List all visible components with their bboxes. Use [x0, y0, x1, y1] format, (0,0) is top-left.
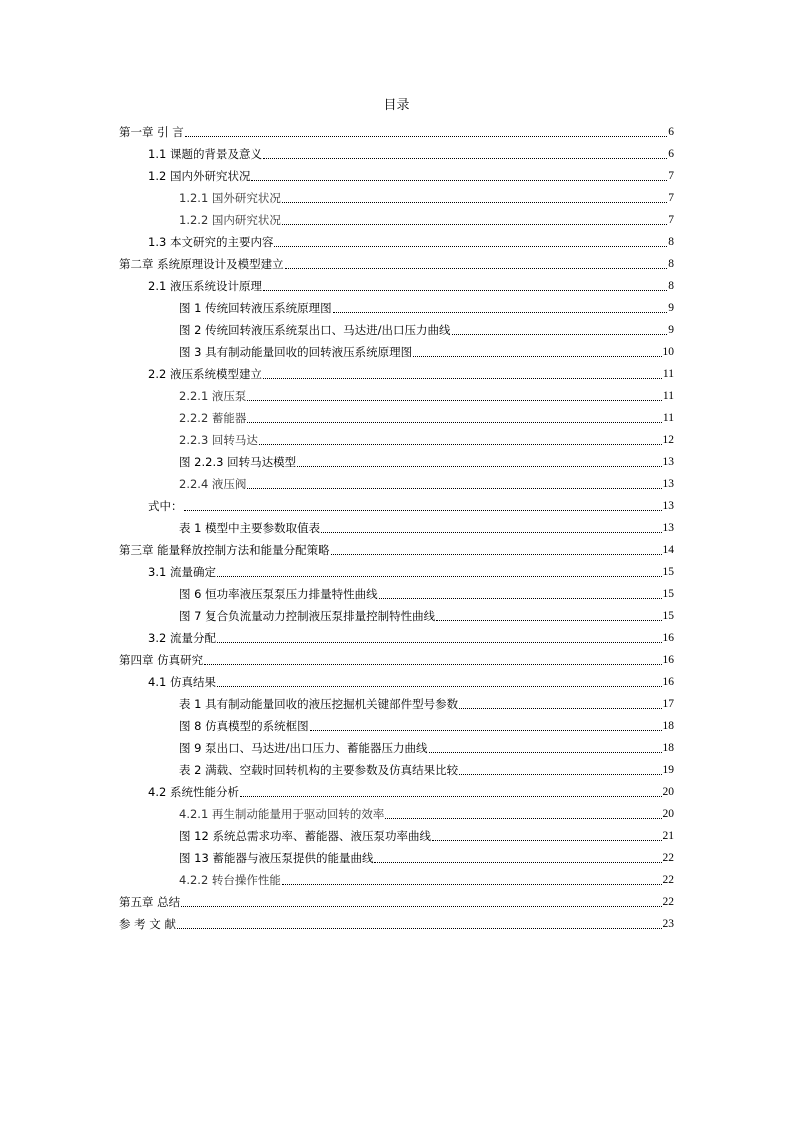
- toc-entry-label: 第五章 总结: [119, 895, 181, 909]
- dot-leader: [321, 532, 661, 533]
- toc-entry-label: 3.1 流量确定: [148, 565, 216, 579]
- toc-entry[interactable]: [119, 338, 674, 360]
- toc-entry[interactable]: [119, 426, 674, 448]
- toc-entry-label: 1.2 国内外研究状况: [148, 169, 251, 183]
- toc-entry-label: 2.2.1 液压泵: [179, 389, 247, 403]
- toc-entry[interactable]: [119, 910, 674, 932]
- toc-entry-page-number: 13: [662, 500, 674, 512]
- toc-entry-page-number: 20: [662, 786, 674, 798]
- toc-entry-page-number: 13: [662, 478, 674, 490]
- toc-entry-label: 1.1 课题的背景及意义: [148, 147, 262, 161]
- toc-entry[interactable]: [119, 514, 674, 536]
- dot-leader: [432, 840, 662, 841]
- toc-entry-label: 4.2.2 转台操作性能: [179, 873, 281, 887]
- dot-leader: [263, 378, 662, 379]
- toc-entry[interactable]: [119, 448, 674, 470]
- toc-entry-label: 第三章 能量释放控制方法和能量分配策略: [119, 543, 330, 557]
- toc-entry[interactable]: [119, 558, 674, 580]
- toc-entry-page-number: 17: [662, 698, 674, 710]
- toc-entry[interactable]: [119, 228, 674, 250]
- toc-entry[interactable]: [119, 162, 674, 184]
- dot-leader: [240, 796, 662, 797]
- toc-entry-page-number: 13: [662, 456, 674, 468]
- toc-entry[interactable]: [119, 140, 674, 162]
- dot-leader: [331, 554, 662, 555]
- toc-entry-page-number: 22: [662, 896, 674, 908]
- dot-leader: [247, 400, 662, 401]
- dot-leader: [285, 268, 668, 269]
- dot-leader: [274, 246, 667, 247]
- toc-entry-label: 图 2 传统回转液压系统泵出口、马达进/出口压力曲线: [179, 323, 451, 337]
- dot-leader: [297, 466, 661, 467]
- toc-entry[interactable]: [119, 184, 674, 206]
- toc-entry-label: 图 1 传统回转液压系统原理图: [179, 301, 332, 315]
- toc-entry-page-number: 22: [662, 874, 674, 886]
- toc-entry-label: 2.2.2 蓄能器: [179, 411, 247, 425]
- toc-entry-page-number: 19: [662, 764, 674, 776]
- toc-entry-page-number: 14: [662, 544, 674, 556]
- toc-entry-page-number: 8: [668, 280, 674, 292]
- toc-entry[interactable]: [119, 778, 674, 800]
- toc-entry[interactable]: [119, 668, 674, 690]
- toc-entry-page-number: 20: [662, 808, 674, 820]
- toc-entry-page-number: 8: [668, 258, 674, 270]
- toc-entry-page-number: 23: [662, 918, 674, 930]
- toc-entry-label: 2.2 液压系统模型建立: [148, 367, 262, 381]
- dot-leader: [374, 862, 661, 863]
- toc-entry-page-number: 6: [668, 148, 674, 160]
- toc-entry[interactable]: [119, 602, 674, 624]
- toc-entry[interactable]: [119, 866, 674, 888]
- toc-entry-page-number: 7: [668, 214, 674, 226]
- toc-entry-page-number: 11: [662, 412, 674, 424]
- toc-entry-page-number: 8: [668, 236, 674, 248]
- toc-entry-label: 2.2.3 回转马达: [179, 433, 258, 447]
- toc-entry[interactable]: [119, 536, 674, 558]
- toc-entry-label: 3.2 流量分配: [148, 631, 216, 645]
- dot-leader: [459, 774, 661, 775]
- toc-entry-page-number: 16: [662, 632, 674, 644]
- toc-entry[interactable]: [119, 712, 674, 734]
- dot-leader: [181, 906, 661, 907]
- toc-entry-page-number: 16: [662, 654, 674, 666]
- toc-entry[interactable]: [119, 404, 674, 426]
- dot-leader: [282, 884, 662, 885]
- dot-leader: [413, 356, 661, 357]
- toc-entry[interactable]: [119, 250, 674, 272]
- toc-entry[interactable]: [119, 734, 674, 756]
- dot-leader: [247, 488, 661, 489]
- toc-entry[interactable]: [119, 206, 674, 228]
- toc-entry[interactable]: [119, 470, 674, 492]
- toc-entry-label: 4.1 仿真结果: [148, 675, 216, 689]
- dot-leader: [204, 664, 661, 665]
- toc-entry-page-number: 21: [662, 830, 674, 842]
- toc-entry-label: 4.2.1 再生制动能量用于驱动回转的效率: [179, 807, 385, 821]
- toc-entry-label: 图 6 恒功率液压泵泵压力排量特性曲线: [179, 587, 378, 601]
- toc-entry-label: 图 7 复合负流量动力控制液压泵排量控制特性曲线: [179, 609, 436, 623]
- toc-entry-page-number: 9: [668, 302, 674, 314]
- toc-entry[interactable]: [119, 580, 674, 602]
- dot-leader: [429, 752, 662, 753]
- toc-entry-page-number: 22: [662, 852, 674, 864]
- dot-leader: [263, 158, 667, 159]
- toc-entry-label: 1.2.2 国内研究状况: [179, 213, 281, 227]
- toc-entry-page-number: 10: [662, 346, 674, 358]
- dot-leader: [247, 422, 662, 423]
- toc-entry[interactable]: [119, 294, 674, 316]
- dot-leader: [251, 180, 667, 181]
- dot-leader: [263, 290, 667, 291]
- dot-leader: [452, 334, 668, 335]
- toc-entry-page-number: 11: [662, 368, 674, 380]
- dot-leader: [385, 818, 661, 819]
- toc-entry-label: 第二章 系统原理设计及模型建立: [119, 257, 284, 271]
- toc-entry-page-number: 18: [662, 742, 674, 754]
- toc-entry-label: 表 1 具有制动能量回收的液压挖掘机关键部件型号参数: [179, 697, 459, 711]
- toc-entry[interactable]: [119, 822, 674, 844]
- toc-entry[interactable]: [119, 690, 674, 712]
- toc-entry-label: 图 12 系统总需求功率、蓄能器、液压泵功率曲线: [179, 829, 431, 843]
- toc-entry-label: 表 1 模型中主要参数取值表: [179, 521, 321, 535]
- dot-leader: [217, 576, 662, 577]
- dot-leader: [217, 686, 662, 687]
- dot-leader: [282, 224, 667, 225]
- toc-entry[interactable]: [119, 888, 674, 910]
- toc-entry-label: 2.1 液压系统设计原理: [148, 279, 262, 293]
- toc-entry-label: 图 2.2.3 回转马达模型: [179, 455, 297, 469]
- toc-entry-page-number: 13: [662, 522, 674, 534]
- toc-entry-label: 式中：: [148, 499, 183, 513]
- toc-entry[interactable]: [119, 272, 674, 294]
- toc-entry-label: 图 8 仿真模型的系统框图: [179, 719, 309, 733]
- toc-entry[interactable]: [119, 800, 674, 822]
- toc-entry-page-number: 11: [662, 390, 674, 402]
- toc-title: 目录: [383, 98, 410, 113]
- toc-entry[interactable]: [119, 624, 674, 646]
- toc-entry[interactable]: [119, 844, 674, 866]
- dot-leader: [310, 730, 662, 731]
- dot-leader: [436, 620, 661, 621]
- toc-entry-label: 4.2 系统性能分析: [148, 785, 239, 799]
- dot-leader: [177, 928, 662, 929]
- toc-entry[interactable]: [119, 118, 674, 140]
- toc-entry-page-number: 9: [668, 324, 674, 336]
- toc-entry[interactable]: [119, 382, 674, 404]
- toc-entry-label: 参 考 文 献: [119, 917, 176, 931]
- dot-leader: [185, 136, 667, 137]
- toc-entry[interactable]: [119, 756, 674, 778]
- toc-entry[interactable]: [119, 492, 674, 514]
- toc-entry-label: 图 3 具有制动能量回收的回转液压系统原理图: [179, 345, 413, 359]
- toc-entry-page-number: 7: [668, 192, 674, 204]
- toc-entry-page-number: 6: [668, 126, 674, 138]
- dot-leader: [459, 708, 661, 709]
- toc-entry-label: 1.2.1 国外研究状况: [179, 191, 281, 205]
- toc-entry[interactable]: [119, 646, 674, 668]
- toc-entry-page-number: 16: [662, 676, 674, 688]
- dot-leader: [217, 642, 662, 643]
- toc-entry-page-number: 15: [662, 566, 674, 578]
- dot-leader: [379, 598, 662, 599]
- toc-entry-label: 表 2 满载、空载时回转机构的主要参数及仿真结果比较: [179, 763, 459, 777]
- dot-leader: [259, 444, 662, 445]
- toc-entry-label: 第四章 仿真研究: [119, 653, 204, 667]
- toc-entry-label: 1.3 本文研究的主要内容: [148, 235, 274, 249]
- table-of-contents: [119, 118, 674, 932]
- toc-entry-label: 图 13 蓄能器与液压泵提供的能量曲线: [179, 851, 374, 865]
- dot-leader: [184, 510, 662, 511]
- toc-entry-page-number: 15: [662, 610, 674, 622]
- toc-entry-label: 2.2.4 液压阀: [179, 477, 247, 491]
- toc-entry-label: 第一章 引 言: [119, 125, 184, 139]
- toc-entry-page-number: 7: [668, 170, 674, 182]
- dot-leader: [282, 202, 667, 203]
- toc-entry[interactable]: [119, 360, 674, 382]
- toc-entry-page-number: 18: [662, 720, 674, 732]
- toc-entry[interactable]: [119, 316, 674, 338]
- toc-entry-page-number: 12: [662, 434, 674, 446]
- toc-entry-label: 图 9 泵出口、马达进/出口压力、蓄能器压力曲线: [179, 741, 428, 755]
- dot-leader: [333, 312, 668, 313]
- toc-entry-page-number: 15: [662, 588, 674, 600]
